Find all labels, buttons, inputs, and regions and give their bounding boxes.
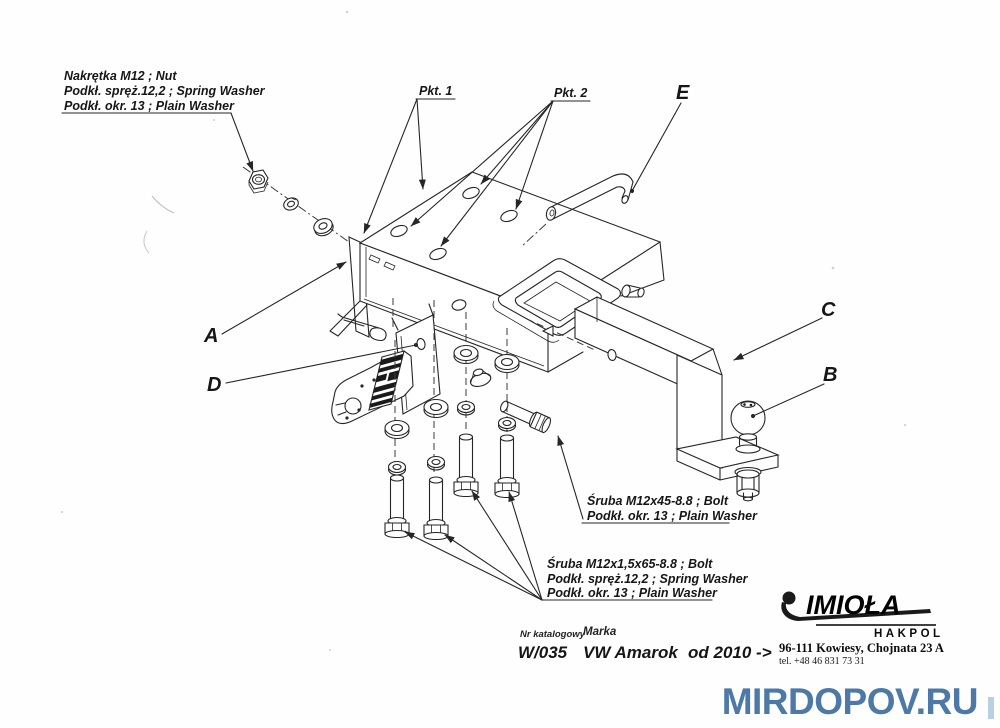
nut-label-line1: Nakrętka M12 ; Nut bbox=[64, 69, 177, 83]
manufacturer-address: 96-111 Kowiesy, Chojnata 23 A bbox=[779, 641, 944, 655]
hex-nut-m12 bbox=[249, 170, 268, 193]
manufacturer-block bbox=[779, 590, 944, 667]
point1-label: Pkt. 1 bbox=[419, 84, 453, 98]
manufacturer-name: IMIOŁA bbox=[806, 590, 901, 620]
part-letter-c: C bbox=[821, 299, 836, 321]
brand-value: VW Amarok bbox=[583, 643, 678, 662]
lock-plate bbox=[332, 351, 413, 424]
nut-label-line3: Podkł. okr. 13 ; Plain Washer bbox=[64, 99, 234, 113]
nut-label-line2: Podkł. spręż.12,2 ; Spring Washer bbox=[64, 84, 265, 98]
brand-label: Marka bbox=[583, 626, 617, 638]
bolt65-label-line3: Podkł. okr. 13 ; Plain Washer bbox=[547, 586, 717, 600]
part-letter-d: D bbox=[207, 374, 222, 396]
catalog-number-value: W/035 bbox=[518, 643, 568, 662]
watermark bbox=[722, 681, 994, 722]
year-range: od 2010 -> bbox=[688, 643, 772, 662]
part-letter-e: E bbox=[676, 82, 690, 104]
cone-washer bbox=[467, 366, 492, 389]
plain-washer bbox=[312, 216, 336, 238]
part-letter-b: B bbox=[823, 364, 838, 386]
bolts-m12x65 bbox=[385, 434, 519, 540]
manufacturer-division: HAKPOL bbox=[874, 628, 944, 640]
point2-label: Pkt. 2 bbox=[554, 86, 588, 100]
watermark-cursor bbox=[988, 697, 994, 719]
manufacturer-phone: tel. +48 46 831 73 31 bbox=[779, 656, 865, 667]
bolt65-label-line1: Śruba M12x1,5x65-8.8 ; Bolt bbox=[547, 557, 713, 571]
nut-washer-stack bbox=[243, 167, 356, 247]
ball-nut bbox=[735, 468, 761, 501]
spring-washer bbox=[282, 196, 300, 212]
part-letter-a: A bbox=[204, 325, 219, 347]
watermark-text: MIRDOPOV.RU bbox=[721, 681, 978, 722]
title-block bbox=[518, 626, 772, 662]
bolt45-label-line2: Podkł. okr. 13 ; Plain Washer bbox=[587, 509, 757, 523]
bolt45-label-line1: Śruba M12x45-8.8 ; Bolt bbox=[587, 494, 729, 508]
hitch-pin-boss bbox=[621, 284, 645, 298]
bolt65-label-line2: Podkł. spręż.12,2 ; Spring Washer bbox=[547, 572, 748, 586]
catalog-number-label: Nr katalogowy bbox=[520, 629, 585, 640]
ball-mount-shank bbox=[575, 297, 778, 501]
